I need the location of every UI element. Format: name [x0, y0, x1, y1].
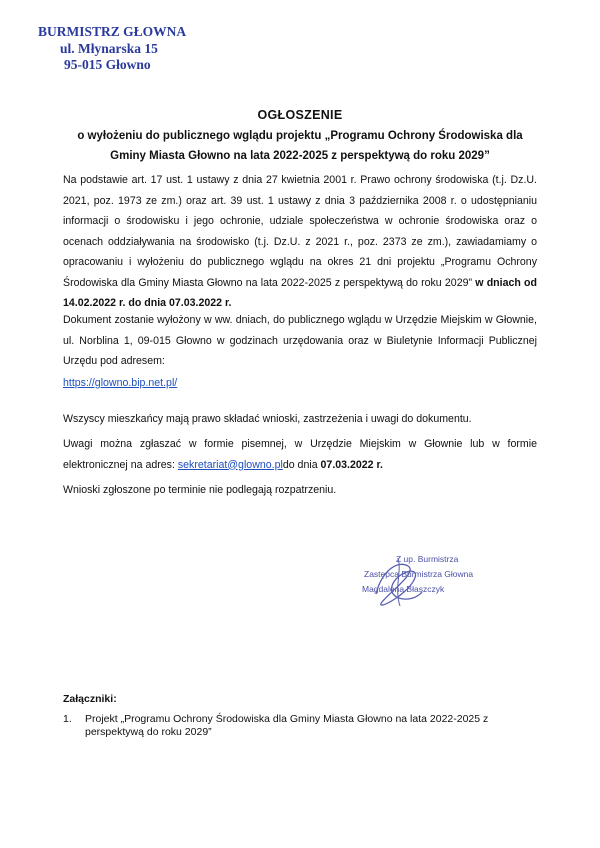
- bip-link-row: [63, 373, 537, 394]
- paragraph-legal-basis-text: Na podstawie art. 17 ust. 1 ustawy z dnia 27 kwietnia 2001 r. Prawo ochrony środowiska (t.j. Dz.U. 2021, poz. 1973 ze zm.) oraz art. 39 ust. 1 ustawy z dnia 3 października 2008 r. o udostępnianiu informacji o środowisku i jego ochronie, udziale społeczeństwa w ochronie środowiska oraz o ocenach oddziaływania na środowisko (t.j. Dz.U. z 2021 r., poz. 2373 ze zm.), zawiadamiamy o opracowaniu i wyłożeniu do publicznego wglądu na okres 21 dni projektu „Programu Ochrony Środowiska dla Gminy Miasta Głowno na lata 2022-2025 z perspektywą do roku 2029”: [63, 174, 537, 289]
- paragraph-comments: [63, 434, 537, 475]
- signature-role: Z up. Burmistrza: [396, 554, 459, 564]
- letterhead-street: ul. Młynarska 15: [60, 40, 158, 56]
- attachment-text: Projekt „Programu Ochrony Środowiska dla Gminy Miasta Głowno na lata 2022-2025 z perspektywą do roku 2029”: [85, 713, 489, 738]
- signature-title: Zastępca Burmistrza Głowna: [364, 569, 474, 579]
- attachment-number: 1.: [63, 713, 72, 725]
- page-title: OGŁOSZENIE: [257, 108, 343, 122]
- paragraph-location: Dokument zostanie wyłożony w ww. dniach, do publicznego wglądu w Urzędzie Miejskim w Głownie, ul. Norblina 1, 09-015 Głowno w godzinach urzędowania oraz w Biuletynie Informacji Publicznej Urzędu pod adresem:: [63, 314, 537, 367]
- deadline-date: 07.03.2022 r.: [320, 458, 383, 471]
- paragraph-legal-basis: [63, 170, 537, 314]
- exhibition-dates: w dniach od 14.02.2022 r. do dnia 07.03.2022 r.: [63, 276, 537, 309]
- bip-link[interactable]: https://glowno.bip.net.pl/: [63, 377, 178, 389]
- announcement-heading: [40, 108, 560, 166]
- subtitle-line-2: Gminy Miasta Głowno na lata 2022-2025 z perspektywą do roku 2029”: [110, 150, 490, 162]
- paragraph-late-submissions: Wnioski zgłoszone po terminie nie podlegają rozpatrzeniu.: [63, 484, 337, 496]
- attachments-heading: Załączniki:: [63, 693, 117, 705]
- subtitle-line-1: o wyłożeniu do publicznego wglądu projektu „Programu Ochrony Środowiska dla: [77, 130, 523, 142]
- page-subtitle: [40, 126, 560, 166]
- email-link[interactable]: sekretariat@glowno.pl: [177, 458, 283, 471]
- deadline-prefix: do dnia: [282, 458, 321, 471]
- handwritten-signature: [368, 552, 428, 612]
- signature-name: Magdalena Błaszczyk: [362, 584, 445, 594]
- paragraph-comments-text: Uwagi można zgłaszać w formie pisemnej, w Urzędzie Miejskim w Głownie lub w formie elektronicznej na adres:: [63, 438, 537, 471]
- paragraph-rights: Wszyscy mieszkańcy mają prawo składać wnioski, zastrzeżenia i uwagi do dokumentu.: [63, 413, 472, 425]
- attachment-item: [63, 713, 537, 739]
- letterhead-city: 95-015 Głowno: [64, 57, 151, 72]
- letterhead: [38, 24, 186, 74]
- signature-block: [350, 552, 530, 622]
- letterhead-office: BURMISTRZ GŁOWNA: [38, 24, 187, 39]
